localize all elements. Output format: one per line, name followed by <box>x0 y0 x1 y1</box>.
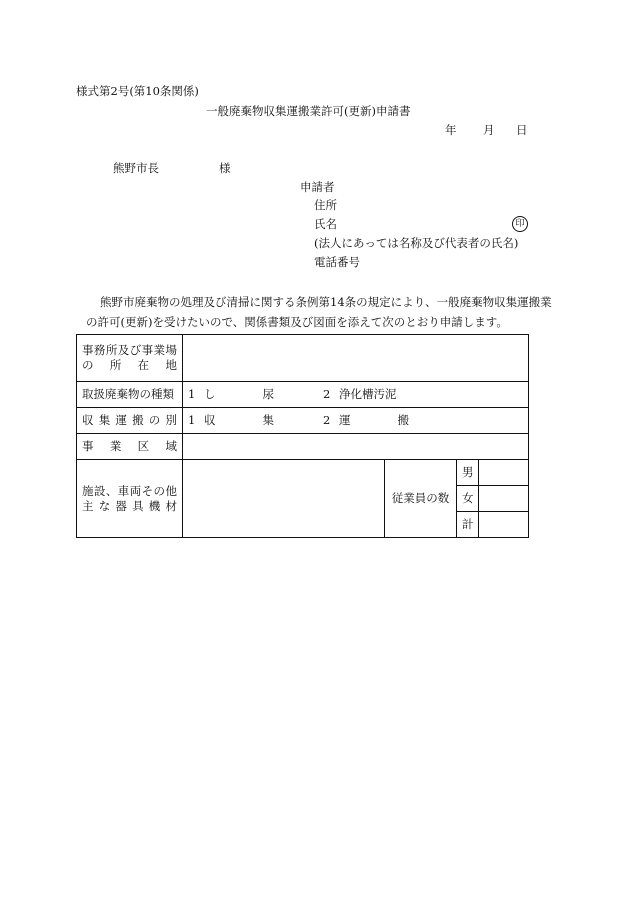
phone-label: 電話番号 <box>314 255 360 269</box>
date-year: 年 <box>445 123 457 137</box>
male-label: 男 <box>457 460 479 486</box>
addressee-honorific: 様 <box>219 161 231 175</box>
transport-option-2[interactable]: 2 運 搬 <box>323 413 409 427</box>
address-label: 住所 <box>314 198 337 212</box>
equipment-label-line-1: 施 設 、 車 両 そ の 他 <box>82 483 177 498</box>
female-count[interactable] <box>479 486 529 512</box>
office-location-row <box>77 335 529 382</box>
total-count[interactable] <box>479 512 529 538</box>
waste-type-options <box>183 382 529 408</box>
date-month: 月 <box>483 123 495 137</box>
male-count[interactable] <box>479 460 529 486</box>
transport-type-options <box>183 408 529 434</box>
office-location-label <box>77 335 183 382</box>
name-label: 氏名 <box>314 217 337 231</box>
waste-type-row <box>77 382 529 408</box>
application-table <box>76 334 529 538</box>
form-number: 様式第2号(第10条関係) <box>76 84 199 98</box>
applicant-heading: 申請者 <box>300 180 335 194</box>
office-label-line-1: 事 務 所 及 び 事 業 場 <box>82 343 177 357</box>
waste-option-1[interactable]: 1 し 尿 <box>188 387 274 401</box>
document-title: 一般廃棄物収集運搬業許可(更新)申請書 <box>206 104 411 118</box>
equipment-row-male <box>77 460 529 486</box>
equipment-label-line-2: 主 な 器 具 機 材 <box>82 498 177 513</box>
office-label-line-2: の 所 在 地 <box>82 358 177 372</box>
date-day: 日 <box>516 123 528 137</box>
waste-option-2[interactable]: 2 浄化槽汚泥 <box>323 387 397 401</box>
business-area-value[interactable] <box>183 434 529 460</box>
application-statement: 熊野市廃棄物の処理及び清掃に関する条例第14条の規定により、一般廃棄物収集運搬業の許可(更新)を受けたいので、関係書類及び図面を添えて次のとおり申請します。 <box>86 295 552 329</box>
transport-type-row <box>77 408 529 434</box>
corporate-note: (法人にあっては名称及び代表者の氏名) <box>314 236 519 250</box>
total-label: 計 <box>457 512 479 538</box>
seal-mark: 印 <box>512 216 528 232</box>
office-location-value[interactable] <box>183 335 529 382</box>
equipment-value[interactable] <box>183 460 385 538</box>
transport-option-1[interactable]: 1 収 集 <box>188 413 274 427</box>
employees-label: 従業員の数 <box>385 460 457 538</box>
business-area-row <box>77 434 529 460</box>
addressee-name: 熊野市長 <box>113 161 159 175</box>
business-area-label: 事 業 区 域 <box>77 434 183 460</box>
equipment-label <box>77 460 183 538</box>
waste-type-label: 取扱廃棄物の種類 <box>77 382 183 408</box>
transport-type-label: 収 集 運 搬 の 別 <box>77 408 183 434</box>
female-label: 女 <box>457 486 479 512</box>
